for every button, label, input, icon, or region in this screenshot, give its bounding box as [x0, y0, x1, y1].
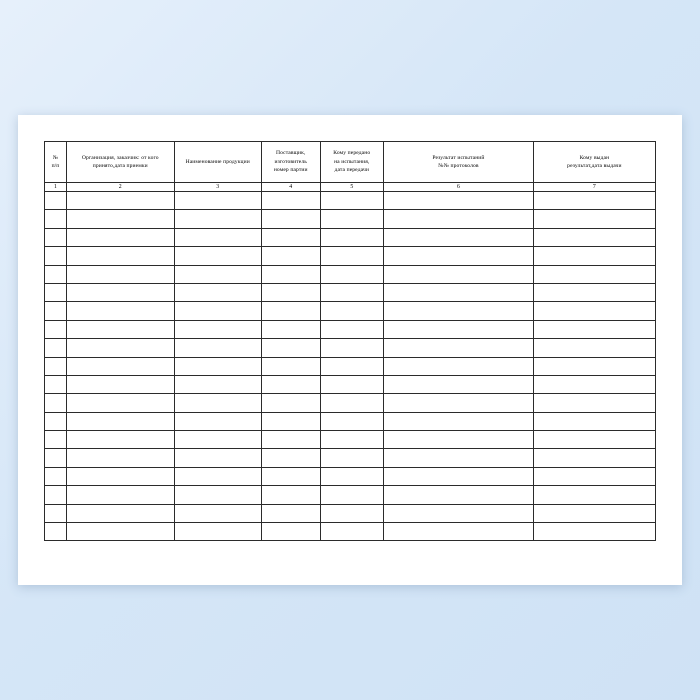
table-cell[interactable]	[66, 523, 174, 541]
table-cell[interactable]	[533, 228, 655, 246]
column-header-4: Поставщик, изготовитель номер партии	[261, 142, 320, 183]
table-cell[interactable]	[261, 283, 320, 301]
table-cell[interactable]	[384, 210, 534, 228]
table-cell[interactable]	[45, 375, 67, 393]
register-table	[44, 141, 656, 541]
table-cell[interactable]	[45, 228, 67, 246]
table-header	[45, 142, 656, 192]
table-cell[interactable]	[66, 339, 174, 357]
table-cell[interactable]	[533, 486, 655, 504]
table-cell[interactable]	[320, 431, 384, 449]
table-cell[interactable]	[384, 357, 534, 375]
table-cell[interactable]	[174, 467, 261, 485]
table-cell[interactable]	[174, 228, 261, 246]
table-cell[interactable]	[261, 320, 320, 338]
table-cell[interactable]	[320, 357, 384, 375]
table-cell[interactable]	[320, 467, 384, 485]
table-cell[interactable]	[45, 431, 67, 449]
table-row	[45, 210, 656, 228]
table-cell[interactable]	[174, 320, 261, 338]
column-number-1: 1	[45, 183, 67, 192]
table-cell[interactable]	[174, 523, 261, 541]
table-cell[interactable]	[45, 283, 67, 301]
table-cell[interactable]	[384, 302, 534, 320]
table-cell[interactable]	[533, 357, 655, 375]
table-cell[interactable]	[384, 375, 534, 393]
table-cell[interactable]	[384, 320, 534, 338]
table-row	[45, 431, 656, 449]
table-body	[45, 192, 656, 541]
table-row	[45, 375, 656, 393]
table-cell[interactable]	[384, 192, 534, 210]
table-cell[interactable]	[261, 302, 320, 320]
table-cell[interactable]	[533, 302, 655, 320]
table-cell[interactable]	[66, 412, 174, 430]
table-row	[45, 302, 656, 320]
table-cell[interactable]	[384, 431, 534, 449]
column-number-4: 4	[261, 183, 320, 192]
table-cell[interactable]	[66, 210, 174, 228]
table-cell[interactable]	[45, 394, 67, 412]
table-cell[interactable]	[174, 339, 261, 357]
table-cell[interactable]	[384, 228, 534, 246]
table-cell[interactable]	[174, 375, 261, 393]
table-cell[interactable]	[261, 486, 320, 504]
table-cell[interactable]	[320, 302, 384, 320]
table-row	[45, 320, 656, 338]
table-cell[interactable]	[66, 320, 174, 338]
table-row	[45, 412, 656, 430]
column-header-1: № п/п	[45, 142, 67, 183]
table-cell[interactable]	[174, 210, 261, 228]
table-cell[interactable]	[45, 523, 67, 541]
table-row	[45, 394, 656, 412]
table-cell[interactable]	[45, 192, 67, 210]
table-cell[interactable]	[261, 523, 320, 541]
table-cell[interactable]	[384, 412, 534, 430]
table-cell[interactable]	[261, 394, 320, 412]
table-row	[45, 192, 656, 210]
table-cell[interactable]	[174, 283, 261, 301]
table-cell[interactable]	[261, 210, 320, 228]
table-cell[interactable]	[384, 265, 534, 283]
table-cell[interactable]	[45, 302, 67, 320]
table-cell[interactable]	[45, 486, 67, 504]
table-row	[45, 339, 656, 357]
table-cell[interactable]	[320, 504, 384, 522]
table-cell[interactable]	[174, 486, 261, 504]
document-page	[18, 115, 682, 585]
table-cell[interactable]	[261, 467, 320, 485]
table-cell[interactable]	[320, 412, 384, 430]
table-cell[interactable]	[66, 357, 174, 375]
table-cell[interactable]	[533, 320, 655, 338]
table-cell[interactable]	[320, 247, 384, 265]
table-cell[interactable]	[320, 339, 384, 357]
table-cell[interactable]	[384, 339, 534, 357]
table-cell[interactable]	[320, 375, 384, 393]
column-number-row	[45, 183, 656, 192]
column-number-3: 3	[174, 183, 261, 192]
table-cell[interactable]	[66, 228, 174, 246]
table-cell[interactable]	[45, 210, 67, 228]
table-row	[45, 467, 656, 485]
table-cell[interactable]	[533, 504, 655, 522]
table-cell[interactable]	[174, 412, 261, 430]
table-cell[interactable]	[320, 523, 384, 541]
table-cell[interactable]	[320, 210, 384, 228]
table-row	[45, 247, 656, 265]
table-cell[interactable]	[320, 486, 384, 504]
table-header-row	[45, 142, 656, 183]
table-cell[interactable]	[45, 412, 67, 430]
table-cell[interactable]	[320, 192, 384, 210]
table-cell[interactable]	[533, 375, 655, 393]
table-cell[interactable]	[45, 265, 67, 283]
table-cell[interactable]	[384, 283, 534, 301]
table-cell[interactable]	[533, 247, 655, 265]
table-cell[interactable]	[533, 523, 655, 541]
table-cell[interactable]	[174, 504, 261, 522]
table-cell[interactable]	[174, 449, 261, 467]
table-row	[45, 449, 656, 467]
table-cell[interactable]	[45, 449, 67, 467]
table-cell[interactable]	[66, 302, 174, 320]
column-number-2: 2	[66, 183, 174, 192]
table-cell[interactable]	[384, 486, 534, 504]
table-row	[45, 486, 656, 504]
table-cell[interactable]	[533, 210, 655, 228]
table-cell[interactable]	[261, 339, 320, 357]
table-cell[interactable]	[384, 504, 534, 522]
table-cell[interactable]	[384, 467, 534, 485]
table-cell[interactable]	[261, 449, 320, 467]
table-cell[interactable]	[261, 192, 320, 210]
table-cell[interactable]	[261, 431, 320, 449]
table-row	[45, 265, 656, 283]
table-cell[interactable]	[320, 320, 384, 338]
table-cell[interactable]	[533, 431, 655, 449]
table-cell[interactable]	[320, 228, 384, 246]
table-cell[interactable]	[45, 467, 67, 485]
table-cell[interactable]	[320, 283, 384, 301]
column-header-6: Результат испытаний №№ протоколов	[384, 142, 534, 183]
table-row	[45, 228, 656, 246]
table-cell[interactable]	[261, 504, 320, 522]
table-cell[interactable]	[261, 412, 320, 430]
table-row	[45, 523, 656, 541]
table-cell[interactable]	[533, 467, 655, 485]
table-cell[interactable]	[66, 467, 174, 485]
table-cell[interactable]	[45, 357, 67, 375]
table-cell[interactable]	[261, 228, 320, 246]
table-cell[interactable]	[533, 265, 655, 283]
table-cell[interactable]	[174, 265, 261, 283]
table-cell[interactable]	[66, 449, 174, 467]
column-number-6: 6	[384, 183, 534, 192]
table-row	[45, 504, 656, 522]
register-table-container	[44, 141, 656, 559]
table-cell[interactable]	[320, 265, 384, 283]
column-header-7: Кому выдан результат,дата выдачи	[533, 142, 655, 183]
table-cell[interactable]	[384, 523, 534, 541]
table-cell[interactable]	[533, 192, 655, 210]
column-header-5: Кому передано на испытания, дата передачи	[320, 142, 384, 183]
table-cell[interactable]	[45, 504, 67, 522]
table-cell[interactable]	[261, 247, 320, 265]
table-cell[interactable]	[261, 265, 320, 283]
table-cell[interactable]	[384, 247, 534, 265]
table-cell[interactable]	[66, 486, 174, 504]
table-cell[interactable]	[66, 431, 174, 449]
table-cell[interactable]	[66, 283, 174, 301]
column-header-2: Организация, заказчик: от кого принято,дата приемки	[66, 142, 174, 183]
table-cell[interactable]	[174, 247, 261, 265]
column-number-5: 5	[320, 183, 384, 192]
table-cell[interactable]	[174, 357, 261, 375]
table-cell[interactable]	[320, 449, 384, 467]
table-row	[45, 357, 656, 375]
table-cell[interactable]	[533, 449, 655, 467]
table-cell[interactable]	[174, 431, 261, 449]
table-cell[interactable]	[384, 394, 534, 412]
table-cell[interactable]	[66, 265, 174, 283]
table-cell[interactable]	[66, 247, 174, 265]
table-cell[interactable]	[45, 339, 67, 357]
column-number-7: 7	[533, 183, 655, 192]
table-cell[interactable]	[261, 357, 320, 375]
table-cell[interactable]	[533, 339, 655, 357]
table-cell[interactable]	[45, 247, 67, 265]
table-cell[interactable]	[66, 375, 174, 393]
table-cell[interactable]	[261, 375, 320, 393]
table-cell[interactable]	[384, 449, 534, 467]
table-cell[interactable]	[174, 394, 261, 412]
table-cell[interactable]	[533, 283, 655, 301]
table-cell[interactable]	[66, 504, 174, 522]
column-header-3: Наименование продукции	[174, 142, 261, 183]
table-cell[interactable]	[320, 394, 384, 412]
table-cell[interactable]	[66, 192, 174, 210]
table-row	[45, 283, 656, 301]
table-cell[interactable]	[45, 320, 67, 338]
table-cell[interactable]	[533, 412, 655, 430]
table-cell[interactable]	[174, 302, 261, 320]
table-cell[interactable]	[174, 192, 261, 210]
table-cell[interactable]	[533, 394, 655, 412]
table-cell[interactable]	[66, 394, 174, 412]
